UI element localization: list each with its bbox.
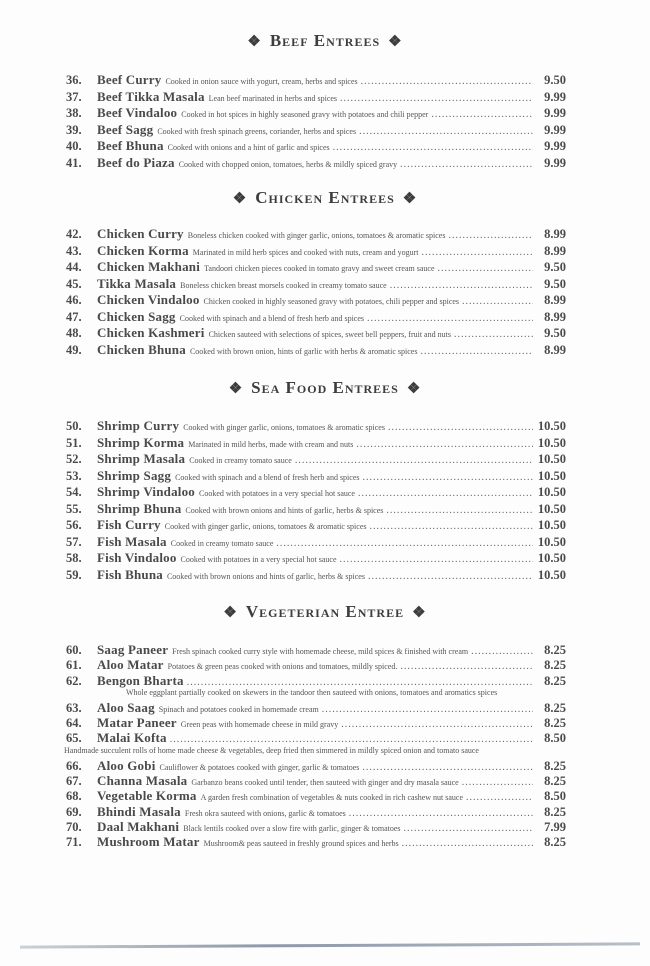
item-description: Cooked with ginger garlic, onions, tomatoes & aromatic spices bbox=[164, 522, 367, 531]
item-name: Beef Bhuna bbox=[97, 138, 164, 153]
menu-item bbox=[66, 673, 566, 688]
heading-text: Chicken Entrees bbox=[255, 188, 395, 207]
menu-item bbox=[66, 657, 566, 672]
menu-item bbox=[66, 700, 566, 715]
item-number: 53. bbox=[66, 468, 82, 483]
dot-leader bbox=[341, 719, 533, 730]
item-name: Chicken Korma bbox=[97, 242, 189, 258]
item-price: 8.25 bbox=[544, 758, 566, 773]
diamond-ornament-icon: ❖ bbox=[223, 605, 238, 621]
dot-leader bbox=[333, 142, 533, 153]
dot-leader bbox=[358, 488, 533, 499]
item-number: 44. bbox=[66, 260, 82, 274]
item-price: 10.50 bbox=[537, 452, 566, 466]
item-description: Cooked with brown onions and hints of garlic, herbs & spices bbox=[185, 505, 384, 515]
item-price: 10.50 bbox=[537, 551, 566, 565]
item-description: Cooked with fresh spinach greens, coriander, herbs and spices bbox=[157, 126, 357, 136]
heading-text: Beef Entrees bbox=[269, 31, 381, 50]
item-description: Cooked in creamy tomato sauce bbox=[189, 456, 292, 465]
menu-item bbox=[66, 435, 566, 452]
menu-item bbox=[66, 342, 566, 359]
item-description: Marinated in mild herbs, made with cream and nuts bbox=[188, 439, 354, 449]
item-number: 50. bbox=[66, 419, 82, 433]
item-number: 67. bbox=[66, 774, 82, 789]
item-number: 66. bbox=[66, 758, 82, 773]
menu-item bbox=[66, 259, 566, 276]
item-description: Tandoori chicken pieces cooked in tomato gravy and sweet cream sauce bbox=[204, 264, 435, 273]
item-price: 9.99 bbox=[544, 139, 566, 153]
item-description: Cooked with brown onions and hints of garlic, herbs & spices bbox=[166, 571, 365, 581]
section-heading-vegetarian bbox=[0, 602, 650, 622]
dot-leader bbox=[400, 661, 533, 672]
item-description: Cooked in hot spices in highly seasoned gravy with potatoes and chili pepper bbox=[181, 110, 429, 119]
dot-leader bbox=[404, 823, 533, 834]
item-number: 65. bbox=[66, 731, 82, 746]
menu-item bbox=[66, 325, 566, 342]
dot-leader bbox=[462, 296, 533, 307]
diamond-ornament-icon: ❖ bbox=[247, 34, 262, 50]
item-name: Fish Masala bbox=[97, 533, 167, 549]
item-name: Chicken Kashmeri bbox=[97, 325, 205, 340]
item-name: Fish Curry bbox=[97, 517, 161, 532]
item-description: Cooked in onion sauce with yogurt, cream, herbs and spices bbox=[165, 77, 358, 86]
menu-item bbox=[66, 276, 566, 293]
item-number: 41. bbox=[66, 155, 82, 170]
item-price: 10.50 bbox=[537, 419, 566, 433]
item-name: Shrimp Curry bbox=[97, 418, 180, 433]
item-description: Boneless chicken cooked with ginger garlic, onions, tomatoes & aromatic spices bbox=[187, 231, 446, 240]
menu-item bbox=[66, 451, 566, 468]
item-description: Cooked with chopped onion, tomatoes, herbs & mildly spiced gravy bbox=[178, 159, 398, 169]
item-price: 8.99 bbox=[544, 243, 566, 258]
item-number: 36. bbox=[66, 73, 82, 87]
item-number: 47. bbox=[66, 309, 82, 324]
item-description: Cooked with potatoes in a very special hot sauce bbox=[180, 555, 337, 564]
menu-item bbox=[66, 89, 566, 106]
menu-item bbox=[66, 292, 566, 309]
item-number: 57. bbox=[66, 534, 82, 549]
item-number: 64. bbox=[66, 716, 82, 731]
item-name: Beef Curry bbox=[97, 72, 162, 87]
item-price: 7.99 bbox=[544, 819, 566, 834]
item-name: Fish Bhuna bbox=[97, 566, 163, 582]
section-heading-chicken bbox=[0, 188, 650, 208]
item-description: Cooked with potatoes in a very special hot sauce bbox=[199, 489, 355, 498]
menu-item bbox=[66, 418, 566, 435]
item-price: 10.50 bbox=[537, 501, 566, 516]
item-name: Vegetable Korma bbox=[97, 788, 197, 804]
menu-item bbox=[66, 758, 566, 773]
menu-item bbox=[66, 550, 566, 567]
item-price: 10.50 bbox=[537, 518, 566, 532]
item-price: 8.25 bbox=[544, 700, 566, 715]
dot-leader bbox=[466, 792, 533, 803]
item-description: Cooked with onions and a hint of garlic and spices bbox=[167, 143, 330, 152]
item-price: 8.99 bbox=[544, 342, 566, 357]
diamond-ornament-icon: ❖ bbox=[402, 191, 418, 207]
dot-leader bbox=[368, 571, 533, 582]
item-price: 10.50 bbox=[537, 485, 566, 499]
item-description: Cooked with spinach and a blend of fresh herb and spices bbox=[179, 313, 365, 323]
dot-leader bbox=[462, 777, 533, 788]
menu-item bbox=[66, 567, 566, 584]
item-description: Mushroom& peas sauteed in freshly ground spices and herbs bbox=[203, 839, 399, 849]
item-name: Chicken Vindaloo bbox=[97, 292, 200, 307]
menu-item bbox=[66, 138, 566, 155]
dot-leader bbox=[340, 554, 533, 565]
item-price: 8.99 bbox=[544, 309, 566, 324]
menu-item bbox=[66, 773, 566, 788]
item-number: 62. bbox=[66, 673, 82, 688]
item-description: Fresh okra sauteed with onions, garlic & tomatoes bbox=[184, 808, 346, 818]
menu-item bbox=[66, 72, 566, 89]
item-description: Whole eggplant partially cooked on skewers in the tandoor then sauteed with onions, tomatoes and aromatics spices bbox=[126, 687, 498, 697]
menu-item bbox=[66, 226, 566, 243]
diamond-ornament-icon: ❖ bbox=[228, 381, 244, 397]
item-name: Malai Kofta bbox=[97, 730, 167, 746]
item-price: 8.99 bbox=[544, 293, 566, 307]
item-description: Fresh spinach cooked curry style with homemade cheese, mild spices & finished with cream bbox=[172, 647, 469, 656]
item-price: 10.50 bbox=[537, 567, 566, 582]
dot-leader bbox=[362, 762, 533, 773]
menu-section-chicken bbox=[66, 226, 566, 358]
item-name: Saag Paneer bbox=[97, 642, 169, 657]
item-number: 48. bbox=[66, 326, 82, 340]
item-name: Bengon Bharta bbox=[97, 672, 184, 688]
dot-leader bbox=[361, 76, 533, 87]
dot-leader bbox=[187, 677, 533, 688]
item-name: Mushroom Matar bbox=[97, 834, 200, 850]
item-price: 9.50 bbox=[544, 260, 566, 274]
item-description: Garbanzo beans cooked until tender, then sauteed with ginger and dry masala sauce bbox=[191, 778, 459, 788]
dot-leader bbox=[422, 247, 533, 258]
menu-section-beef bbox=[66, 72, 566, 171]
item-name: Chicken Curry bbox=[97, 226, 184, 241]
item-number: 71. bbox=[66, 835, 82, 850]
dot-leader bbox=[388, 422, 533, 433]
dot-leader bbox=[454, 329, 533, 340]
dot-leader bbox=[471, 646, 533, 657]
item-number: 49. bbox=[66, 342, 82, 357]
item-name: Matar Paneer bbox=[97, 715, 177, 731]
dot-leader bbox=[276, 538, 533, 549]
item-number: 51. bbox=[66, 435, 82, 450]
diamond-ornament-icon: ❖ bbox=[412, 605, 427, 621]
item-description: Green peas with homemade cheese in mild gravy bbox=[180, 720, 339, 730]
item-description: Cooked with spinach and a blend of fresh herb and spices bbox=[175, 472, 360, 482]
item-name: Chicken Sagg bbox=[97, 308, 176, 324]
item-description: A garden fresh combination of vegetables & nuts cooked in rich cashew nut sauce bbox=[200, 793, 464, 803]
item-price: 8.25 bbox=[544, 673, 566, 688]
menu-section-vegetarian bbox=[66, 642, 566, 850]
item-price: 9.50 bbox=[544, 73, 566, 87]
menu-item bbox=[66, 819, 566, 834]
item-price: 10.50 bbox=[537, 435, 566, 450]
item-name: Chicken Makhani bbox=[97, 259, 201, 274]
item-name: Tikka Masala bbox=[97, 275, 177, 291]
item-number: 58. bbox=[66, 551, 82, 565]
dot-leader bbox=[349, 808, 533, 819]
item-description: Handmade succulent rolls of home made cheese & vegetables, deep fried then simmered in mildly spiced onion and tomato sauce bbox=[64, 745, 479, 755]
item-name: Channa Masala bbox=[97, 773, 188, 789]
item-number: 59. bbox=[66, 567, 82, 582]
menu-item bbox=[66, 730, 566, 745]
menu-item bbox=[66, 642, 566, 657]
dot-leader bbox=[170, 734, 533, 745]
dot-leader bbox=[438, 263, 533, 274]
menu-item bbox=[66, 517, 566, 534]
item-number: 45. bbox=[66, 276, 82, 291]
item-description: Boneless chicken breast morsels cooked in creamy tomato sauce bbox=[180, 280, 387, 290]
item-number: 54. bbox=[66, 485, 82, 499]
item-price: 8.25 bbox=[544, 804, 566, 819]
menu-item bbox=[66, 105, 566, 122]
item-price: 10.50 bbox=[537, 468, 566, 483]
item-price: 8.25 bbox=[544, 716, 566, 731]
dot-leader bbox=[402, 838, 533, 849]
item-name: Beef Tikka Masala bbox=[97, 88, 205, 104]
diamond-ornament-icon: ❖ bbox=[232, 191, 248, 207]
item-number: 55. bbox=[66, 501, 82, 516]
item-number: 52. bbox=[66, 452, 82, 466]
section-heading-beef bbox=[0, 31, 650, 51]
dot-leader bbox=[448, 230, 533, 241]
menu-item bbox=[66, 155, 566, 172]
item-name: Aloo Matar bbox=[97, 657, 164, 673]
item-price: 10.50 bbox=[537, 534, 566, 549]
dot-leader bbox=[322, 704, 533, 715]
item-price: 8.25 bbox=[544, 658, 566, 673]
item-name: Aloo Saag bbox=[97, 699, 155, 715]
dot-leader bbox=[431, 109, 533, 120]
section-heading-seafood bbox=[0, 378, 650, 398]
item-price: 8.25 bbox=[544, 643, 566, 657]
item-number: 56. bbox=[66, 518, 82, 532]
item-name: Bhindi Masala bbox=[97, 803, 181, 819]
item-price: 9.99 bbox=[544, 122, 566, 137]
menu-item bbox=[66, 534, 566, 551]
item-number: 70. bbox=[66, 819, 82, 834]
item-name: Beef Sagg bbox=[97, 121, 154, 137]
item-description: Cooked in creamy tomato sauce bbox=[170, 538, 274, 548]
menu-item bbox=[66, 484, 566, 501]
item-price: 8.50 bbox=[544, 789, 566, 804]
menu-item bbox=[66, 309, 566, 326]
item-number: 43. bbox=[66, 243, 82, 258]
dot-leader bbox=[369, 521, 533, 532]
item-name: Shrimp Vindaloo bbox=[97, 484, 196, 499]
item-description: Potatoes & green peas cooked with onions and tomatoes, mildly spiced. bbox=[167, 662, 398, 672]
menu-item bbox=[66, 834, 566, 849]
item-description: Cooked with brown onion, hints of garlic with herbs & aromatic spices bbox=[189, 346, 418, 356]
item-name: Shrimp Sagg bbox=[97, 467, 172, 483]
item-number: 68. bbox=[66, 789, 82, 804]
menu-item bbox=[66, 243, 566, 260]
heading-text: Sea Food Entrees bbox=[251, 378, 399, 397]
menu-item bbox=[66, 788, 566, 803]
item-price: 9.50 bbox=[544, 326, 566, 340]
item-price: 9.99 bbox=[544, 106, 566, 120]
item-number: 61. bbox=[66, 658, 82, 673]
item-number: 69. bbox=[66, 804, 82, 819]
item-description: Cooked with ginger garlic, onions, tomatoes & aromatic spices bbox=[183, 423, 385, 432]
item-name: Shrimp Bhuna bbox=[97, 500, 182, 516]
item-number: 63. bbox=[66, 700, 82, 715]
item-price: 9.50 bbox=[544, 276, 566, 291]
item-name: Beef do Piaza bbox=[97, 154, 175, 170]
dot-leader bbox=[359, 126, 533, 137]
dot-leader bbox=[420, 346, 533, 357]
item-number: 39. bbox=[66, 122, 82, 137]
item-description: Spinach and potatoes cooked in homemade cream bbox=[158, 704, 319, 714]
menu-item bbox=[66, 468, 566, 485]
dot-leader bbox=[340, 93, 533, 104]
item-name: Chicken Bhuna bbox=[97, 341, 186, 357]
item-description: Chicken sauteed with selections of spices, sweet bell peppers, fruit and nuts bbox=[208, 330, 451, 339]
item-description: Cauliflower & potatoes cooked with ginger, garlic & tomatoes bbox=[159, 762, 360, 772]
item-name: Daal Makhani bbox=[97, 818, 180, 834]
item-description: Chicken cooked in highly seasoned gravy with potatoes, chili pepper and spices bbox=[203, 297, 460, 306]
item-description: Black lentils cooked over a slow fire with garlic, ginger & tomatoes bbox=[183, 823, 401, 833]
footer-divider bbox=[20, 942, 640, 948]
item-name: Fish Vindaloo bbox=[97, 550, 177, 565]
item-number: 38. bbox=[66, 106, 82, 120]
item-number: 40. bbox=[66, 139, 82, 153]
item-number: 46. bbox=[66, 293, 82, 307]
menu-section-seafood bbox=[66, 418, 566, 583]
item-description: Lean beef marinated in herbs and spices bbox=[208, 93, 338, 103]
item-name: Shrimp Korma bbox=[97, 434, 185, 450]
menu-item bbox=[66, 122, 566, 139]
dot-leader bbox=[400, 159, 533, 170]
item-number: 60. bbox=[66, 643, 82, 657]
diamond-ornament-icon: ❖ bbox=[406, 381, 422, 397]
item-name: Beef Vindaloo bbox=[97, 105, 178, 120]
item-price: 8.25 bbox=[544, 835, 566, 850]
dot-leader bbox=[367, 313, 533, 324]
item-price: 8.99 bbox=[544, 227, 566, 241]
dot-leader bbox=[363, 472, 534, 483]
diamond-ornament-icon: ❖ bbox=[388, 34, 403, 50]
item-number: 42. bbox=[66, 227, 82, 241]
menu-item bbox=[66, 715, 566, 730]
menu-item bbox=[66, 501, 566, 518]
item-number: 37. bbox=[66, 89, 82, 104]
dot-leader bbox=[295, 455, 533, 466]
menu-item bbox=[66, 804, 566, 819]
item-price: 9.99 bbox=[544, 89, 566, 104]
dot-leader bbox=[390, 280, 533, 291]
item-price: 8.25 bbox=[544, 774, 566, 789]
item-description: Marinated in mild herb spices and cooked with nuts, cream and yogurt bbox=[192, 247, 419, 257]
item-name: Aloo Gobi bbox=[97, 757, 156, 773]
item-name: Shrimp Masala bbox=[97, 451, 186, 466]
dot-leader bbox=[356, 439, 533, 450]
heading-text: Vegeterian Entree bbox=[245, 602, 405, 621]
dot-leader bbox=[386, 505, 533, 516]
item-price: 8.50 bbox=[544, 731, 566, 746]
item-price: 9.99 bbox=[544, 155, 566, 170]
